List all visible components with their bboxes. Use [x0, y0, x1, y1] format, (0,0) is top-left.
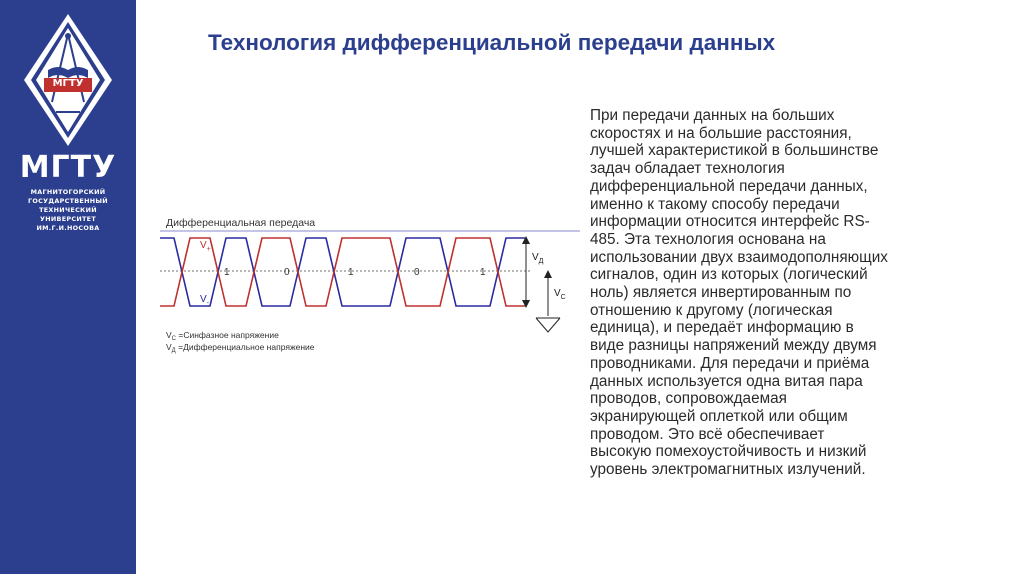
bit-label: 0 — [414, 267, 420, 278]
v-plus-label: $V_+$ — [200, 240, 211, 253]
diagram-title: Дифференциальная передача — [166, 217, 316, 229]
paragraph-line: проводов, сопровождаемая — [590, 390, 787, 408]
paragraph-line: использовании двух взаимодополняющих — [590, 248, 888, 266]
v-minus-label: $V_-$ — [200, 294, 210, 307]
legend-differential: $V_Д$ =Дифференциальное напряжение — [166, 342, 315, 354]
paragraph-line: ноль) является инвертированным по — [590, 284, 852, 302]
paragraph-line: сигналов, один из которых (логический — [590, 266, 868, 284]
bit-label: 0 — [284, 267, 290, 278]
vd-arrow-head-top — [522, 236, 530, 244]
paragraph-line: данных используется одна витая пара — [590, 372, 863, 390]
paragraph-line: высокую помехоустойчивость и низкий — [590, 443, 867, 461]
bit-label: 1 — [224, 267, 230, 278]
page-title: Технология дифференциальной передачи данных — [208, 30, 776, 55]
signal-v-plus — [160, 238, 525, 306]
university-subtitle-line: МАГНИТОГОРСКИЙ — [30, 188, 106, 196]
paragraph-line: проводниками. Для передачи и приёма — [590, 354, 870, 372]
vc-arrow-head — [544, 270, 552, 278]
paragraph-line: отношению к другому (логическая — [590, 301, 833, 319]
university-subtitle-line: ТЕХНИЧЕСКИЙ — [39, 206, 97, 214]
body-paragraph — [590, 107, 980, 479]
bit-label: 1 — [348, 267, 354, 278]
paragraph-line: именно к такому способу передачи — [590, 195, 840, 213]
paragraph-line: экранирующей оплеткой или общим — [590, 407, 848, 425]
paragraph-line: скоростях и на большие расстояния, — [590, 124, 852, 142]
paragraph-line: единица), и передаёт информацию в — [590, 319, 854, 337]
paragraph-line: лучшей характеристикой в большинстве — [590, 142, 879, 160]
paragraph-line: уровень электромагнитных излучений. — [590, 461, 866, 479]
vc-label: $V_С$ — [554, 288, 566, 301]
vd-label: $V_Д$ — [532, 252, 544, 265]
paragraph-line: информации относится интерфейс RS- — [590, 213, 870, 231]
differential-diagram — [160, 212, 580, 362]
paragraph-line: дифференциальной передачи данных, — [590, 177, 868, 195]
paragraph-line: 485. Эта технология основана на — [590, 230, 826, 248]
bit-label: 1 — [480, 267, 486, 278]
paragraph-line: задач обладает технология — [590, 160, 785, 178]
ground-icon-triangle — [536, 318, 560, 332]
paragraph-line: виде разницы напряжений между двумя — [590, 337, 877, 355]
university-subtitle-line: ГОСУДАРСТВЕННЫЙ — [28, 197, 108, 205]
signal-v-minus — [160, 238, 525, 306]
university-title: МГТУ — [19, 150, 117, 185]
university-subtitle-line: ИМ.Г.И.НОСОВА — [36, 224, 100, 232]
university-subtitle-line: УНИВЕРСИТЕТ — [40, 215, 96, 223]
logo-badge-text: МГТУ — [52, 78, 84, 89]
paragraph-line: проводом. Это всё обеспечивает — [590, 425, 825, 443]
paragraph-line: При передачи данных на больших — [590, 107, 835, 124]
legend-common-mode: $V_С$ =Синфазное напряжение — [166, 330, 279, 342]
sidebar — [0, 0, 136, 574]
